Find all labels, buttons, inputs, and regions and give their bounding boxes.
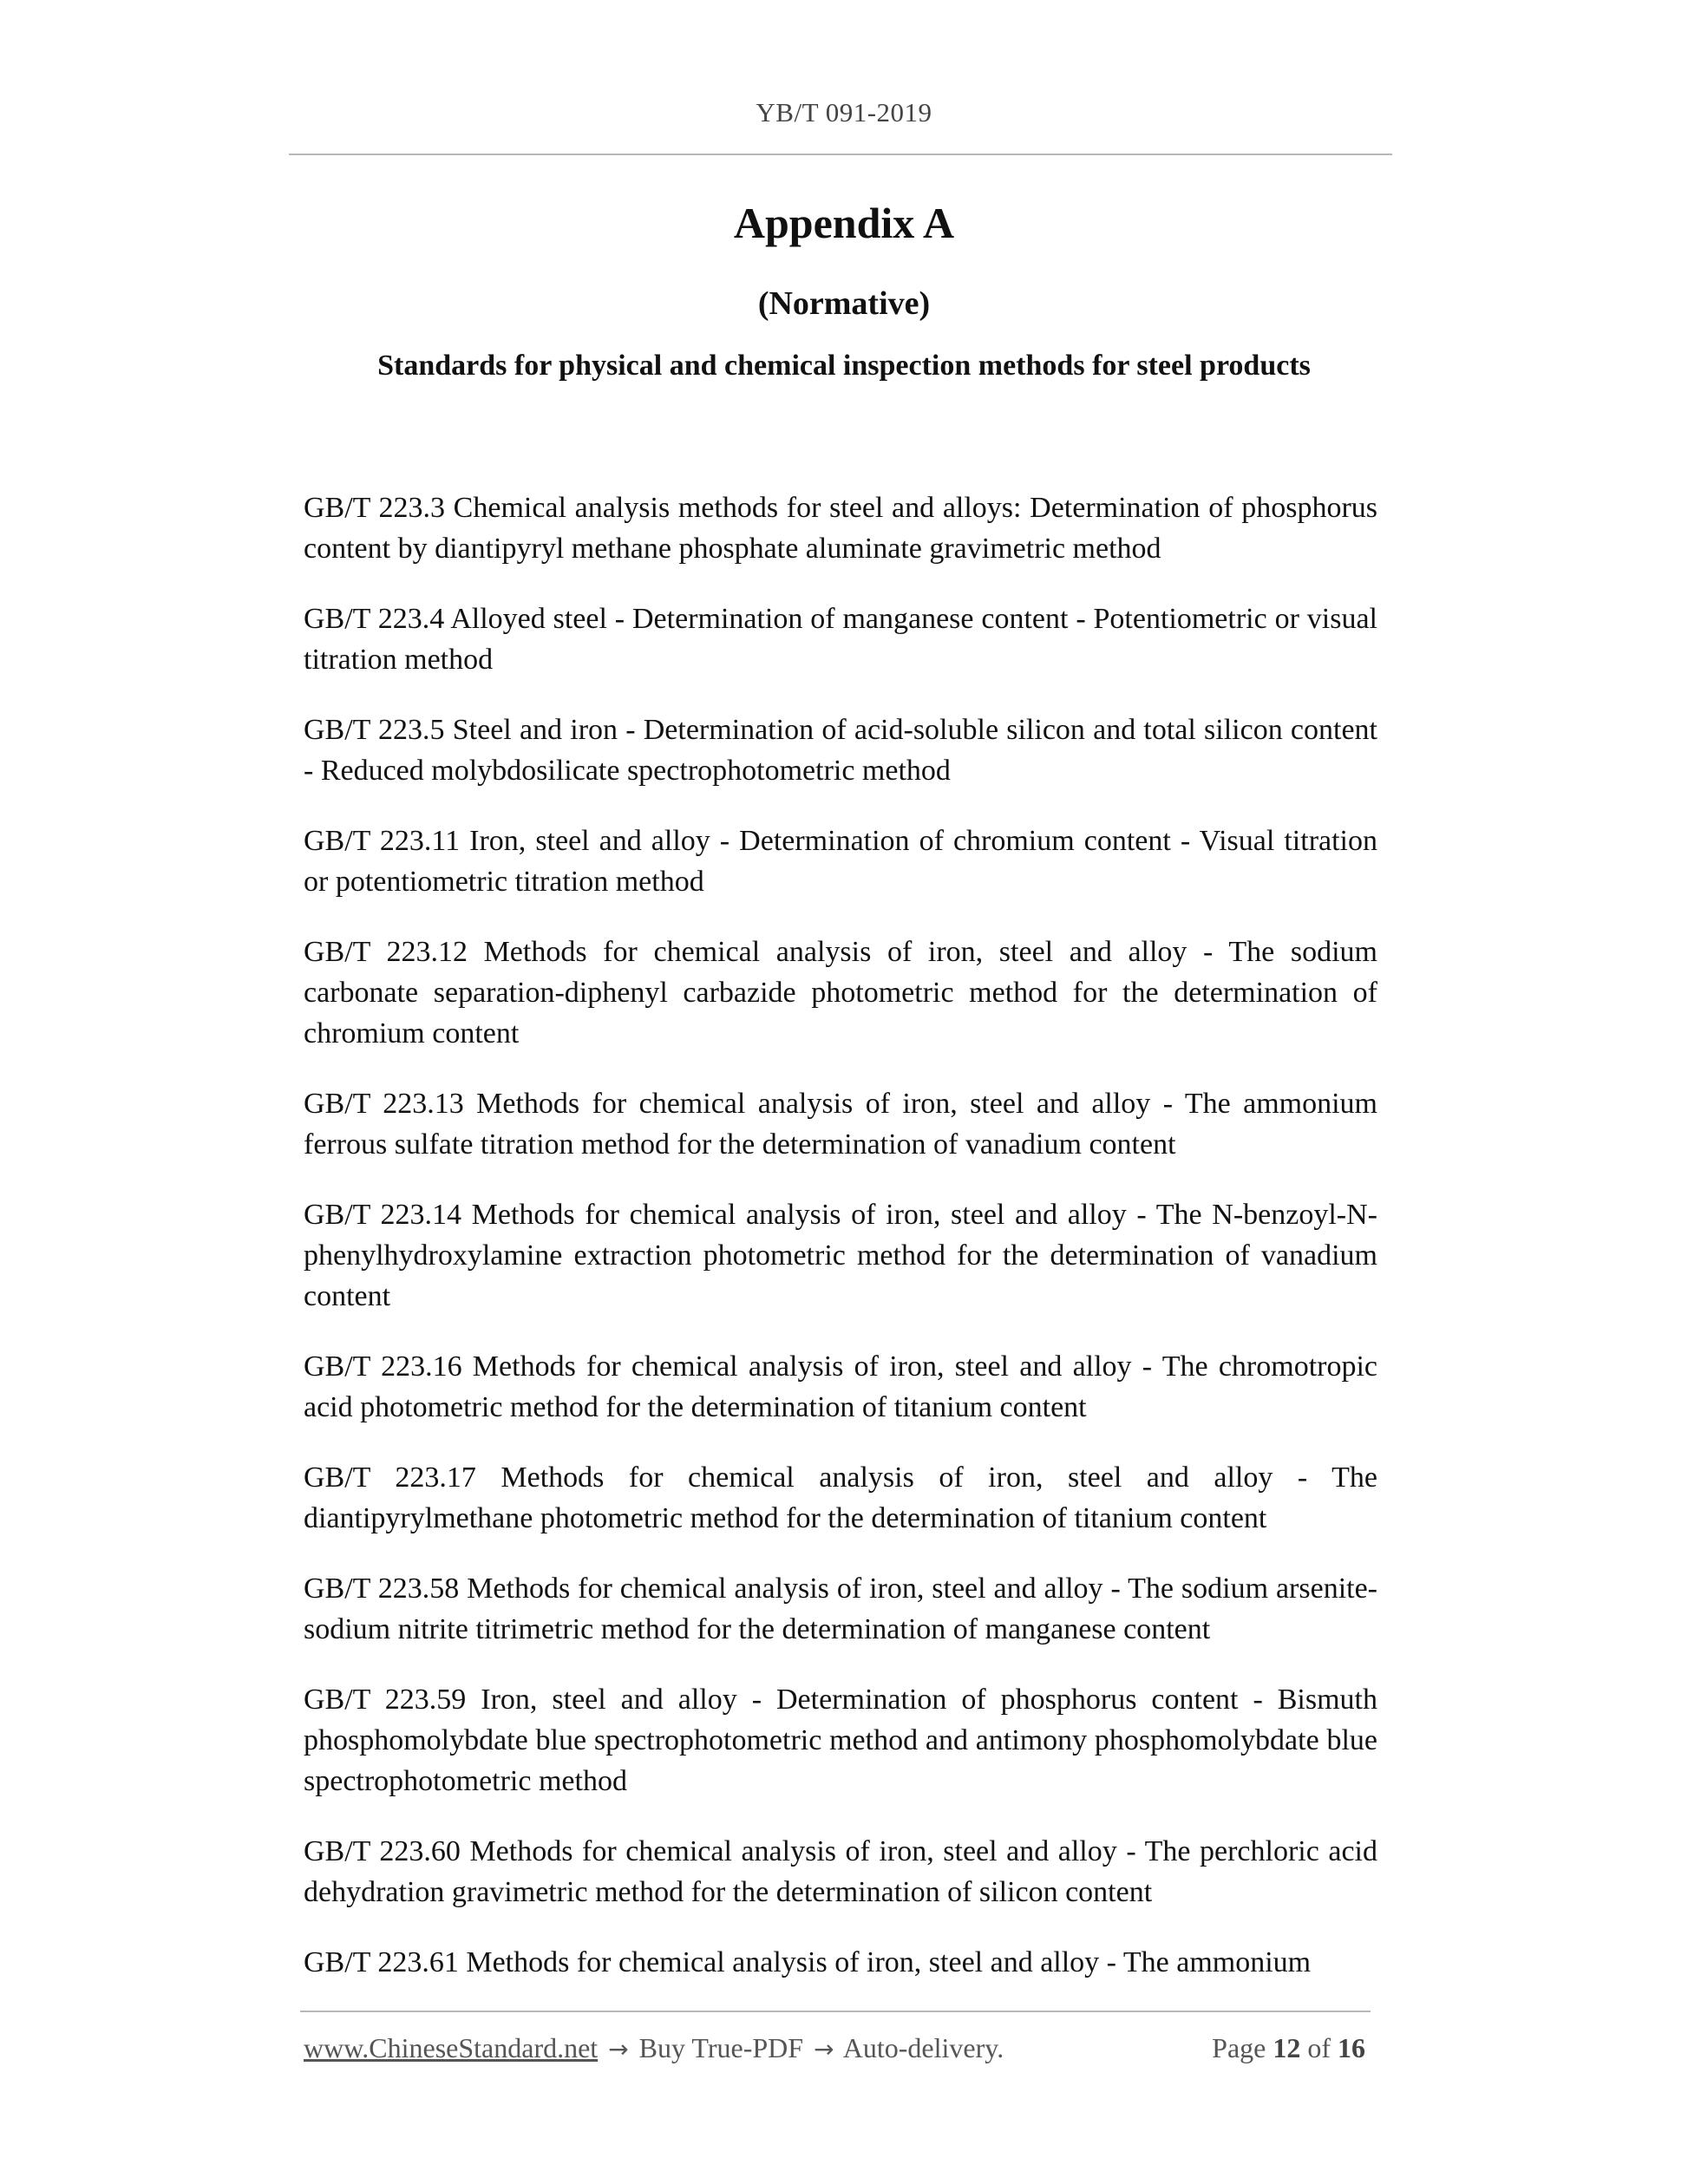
auto-delivery-text: Auto-delivery. [842,2032,1004,2063]
standard-entry: GB/T 223.4 Alloyed steel - Determination of manganese content - Potentiometric or visual titration method [304,603,1377,676]
document-code: YB/T 091-2019 [756,97,932,128]
appendix-subtitle: (Normative) [757,285,931,322]
standard-entry: GB/T 223.59 Iron, steel and alloy - Determination of phosphorus content - Bismuth phosphomolybdate blue spectrophotometric method and antimony phosphomolybdate blue spectrophotometric method [304,1684,1377,1797]
footer-promo [304,2032,1004,2064]
appendix-title: Appendix A [733,199,955,247]
standard-entry: GB/T 223.5 Steel and iron - Determination of acid-soluble silicon and total silicon content - Reduced molybdosilicate spectrophotometric method [304,714,1377,787]
page-label: Page [1212,2032,1266,2063]
header-divider [289,154,1392,155]
current-page-number: 12 [1273,2032,1301,2063]
standard-entry: GB/T 223.17 Methods for chemical analysis of iron, steel and alloy - The diantipyrylmethane photometric method for the determination of titanium content [304,1461,1377,1534]
arrow-right-icon: → [814,2035,834,2063]
standards-list [304,487,1377,2012]
standard-entry: GB/T 223.14 Methods for chemical analysis of iron, steel and alloy - The N-benzoyl-N-phenylhydroxylamine extraction photometric method for the determination of vanadium content [304,1199,1377,1312]
of-label: of [1307,2032,1331,2063]
standard-entry: GB/T 223.3 Chemical analysis methods for steel and alloys: Determination of phosphorus content by diantipyryl methane phosphate aluminate gravimetric method [304,492,1377,565]
footer-divider [300,2011,1371,2012]
standard-entry: GB/T 223.60 Methods for chemical analysis of iron, steel and alloy - The perchloric acid dehydration gravimetric method for the determination of silicon content [304,1835,1377,1908]
total-pages-number: 16 [1338,2032,1365,2063]
standard-entry: GB/T 223.12 Methods for chemical analysis of iron, steel and alloy - The sodium carbonate separation-diphenyl carbazide photometric method for the determination of chromium content [304,936,1377,1049]
page-indicator [1212,2032,1365,2064]
standard-entry: GB/T 223.13 Methods for chemical analysis of iron, steel and alloy - The ammonium ferrous sulfate titration method for the determination of vanadium content [304,1088,1377,1161]
standard-entry: GB/T 223.11 Iron, steel and alloy - Determination of chromium content - Visual titration or potentiometric titration method [304,825,1377,898]
standard-entry: GB/T 223.61 Methods for chemical analysis of iron, steel and alloy - The ammonium [304,1946,1312,1978]
standard-entry: GB/T 223.16 Methods for chemical analysis of iron, steel and alloy - The chromotropic acid photometric method for the determination of titanium content [304,1350,1377,1423]
arrow-right-icon: → [608,2035,629,2063]
appendix-heading: Standards for physical and chemical inspection methods for steel products [377,350,1311,382]
site-link[interactable]: www.ChineseStandard.net [304,2032,599,2063]
buy-pdf-text: Buy True-PDF [638,2032,804,2063]
standard-entry: GB/T 223.58 Methods for chemical analysis of iron, steel and alloy - The sodium arsenite-sodium nitrite titrimetric method for the determination of manganese content [304,1573,1377,1645]
